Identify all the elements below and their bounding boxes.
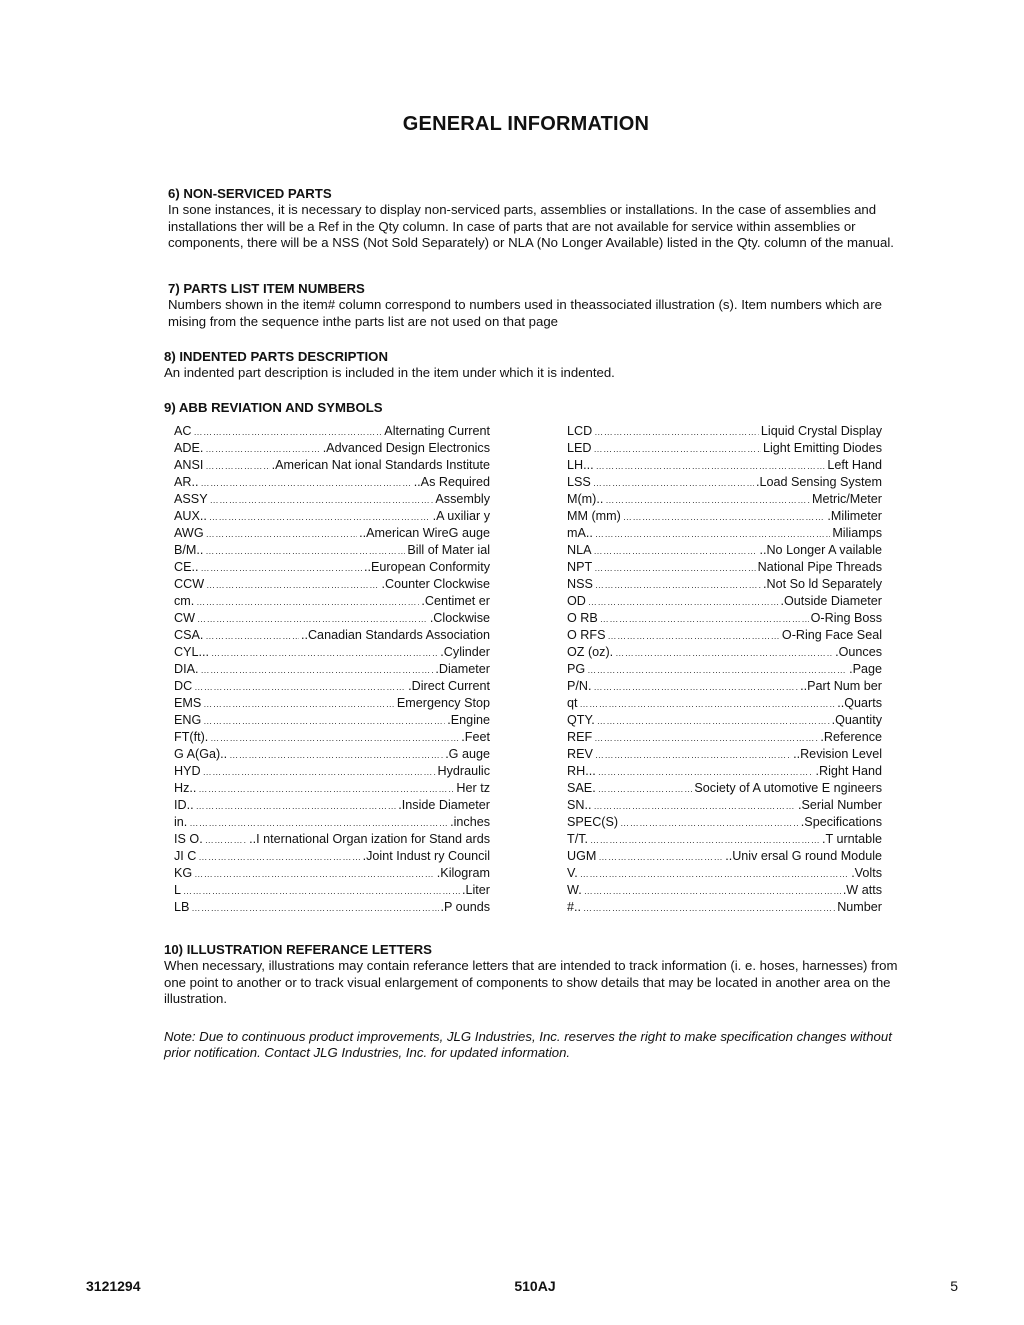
abbreviation-term: REF [567,730,593,744]
dot-leader [594,679,799,696]
abbreviation-term: qt [567,696,578,710]
abbreviation-meaning: Her tz [456,781,490,795]
dot-leader [194,679,406,696]
abbreviation-term: M(m).. [567,492,604,506]
abbreviation-row [174,542,490,559]
abbreviation-meaning: .Not So ld Separately [762,577,882,591]
abbreviation-row [174,644,490,661]
abbreviation-term: NPT [567,560,593,574]
abbreviation-row [567,746,882,763]
abbreviation-meaning: .inches [450,815,490,829]
abbreviation-term: CYL... [174,645,209,659]
abbreviation-term: LB [174,900,190,914]
dot-leader [197,611,428,628]
dot-leader [595,747,791,764]
abbreviation-row [174,491,490,508]
page-title: GENERAL INFORMATION [402,113,650,135]
abbreviation-term: G A(Ga).. [174,747,228,761]
abbreviation-meaning: ..No Longer A vailable [759,543,882,557]
abbreviation-row [174,763,490,780]
dot-leader [597,713,830,730]
dot-leader [594,543,758,560]
dot-leader [593,475,754,492]
abbreviation-term: AC [174,424,192,438]
dot-leader [203,713,445,730]
abbreviation-row [174,797,490,814]
abbreviation-term: L [174,883,182,897]
section-heading: 8) INDENTED PARTS DESCRIPTION [164,349,388,364]
abbreviation-row [174,848,490,865]
abbreviation-meaning: .Liter [462,883,490,897]
dot-leader [588,594,779,611]
abbreviation-term: FT(ft). [174,730,209,744]
abbreviation-meaning: .Volts [851,866,882,880]
abbreviation-term: QTY. [567,713,595,727]
dot-leader [595,526,830,543]
section-heading: 10) ILLUSTRATION REFERANCE LETTERS [164,942,432,957]
abbreviation-term: KG [174,866,193,880]
abbreviation-row [174,746,490,763]
section-heading: 7) PARTS LIST ITEM NUMBERS [168,281,365,296]
abbreviation-term: NLA [567,543,592,557]
abbreviation-row [567,542,882,559]
abbreviation-row [567,474,882,491]
dot-leader [201,475,412,492]
abbreviation-term: LH... [567,458,594,472]
abbreviation-term: AWG [174,526,204,540]
dot-leader [600,611,809,628]
abbreviation-meaning: ..Revision Level [793,747,882,761]
abbreviation-term: IS O. [174,832,203,846]
note-text: Note: Due to continuous product improvements, JLG Industries, Inc. reserves the right to make specification changes without prior notification. Contact JLG Industries, Inc. for updated information. [164,1029,892,1061]
dot-leader [587,662,847,679]
dot-leader [194,424,383,441]
abbreviation-row [174,695,490,712]
abbreviation-term: V. [567,866,578,880]
dot-leader [595,577,761,594]
section-illustration-reference-letters [164,942,899,1007]
dot-leader [211,645,438,662]
abbreviation-row [174,865,490,882]
abbreviation-term: #.. [567,900,582,914]
abbreviation-row [174,899,490,916]
abbreviation-meaning: .Centimet er [421,594,490,608]
abbreviation-term: mA.. [567,526,593,540]
abbreviation-meaning: .Inside Diameter [398,798,490,812]
dot-leader [607,628,779,645]
abbreviation-term: RH... [567,764,596,778]
abbreviation-row [174,593,490,610]
dot-leader [196,798,397,815]
dot-leader [194,866,435,883]
abbreviation-row [567,865,882,882]
abbreviation-meaning: Hydraulic [437,764,490,778]
abbreviation-row [567,678,882,695]
abbreviation-meaning: ..Part Num ber [800,679,882,693]
abbreviation-term: ANSI [174,458,204,472]
abbreviation-meaning: .A uxiliar y [432,509,490,523]
abbreviation-row [567,695,882,712]
dot-leader [203,696,395,713]
abbreviation-row [567,440,882,457]
abbreviation-meaning: Bill of Mater ial [407,543,490,557]
abbreviation-row [567,593,882,610]
abbreviation-term: SAE. [567,781,596,795]
abbreviation-term: T/T. [567,832,588,846]
dot-leader [620,815,799,832]
abbreviation-term: LCD [567,424,593,438]
abbreviation-meaning: .Diameter [435,662,490,676]
abbreviation-meaning: Assembly [435,492,490,506]
abbreviation-row [567,661,882,678]
abbreviation-meaning: .Milimeter [827,509,882,523]
abbreviation-term: cm. [174,594,195,608]
dot-leader [201,560,363,577]
abbreviation-row [174,814,490,831]
abbreviation-meaning: .P ounds [440,900,490,914]
abbreviation-meaning: .Outside Diameter [780,594,882,608]
section-body: An indented part description is included in the item under which it is indented. [164,365,615,381]
abbreviation-meaning: Miliamps [832,526,882,540]
abbreviation-row [567,797,882,814]
abbreviation-row [174,457,490,474]
abbreviation-meaning: .Clockwise [429,611,490,625]
abbreviation-meaning: ..I nternational Organ ization for Stand ards [249,832,490,846]
abbreviation-term: W. [567,883,582,897]
abbreviation-row [567,814,882,831]
abbreviation-term: ENG [174,713,202,727]
abbreviation-meaning: O-Ring Face Seal [781,628,882,642]
abbreviation-meaning: National Pipe Threads [757,560,882,574]
dot-leader [594,560,755,577]
abbreviation-row [174,831,490,848]
abbreviation-row [174,882,490,899]
abbreviation-row [567,831,882,848]
abbreviation-meaning: Alternating Current [384,424,490,438]
abbreviation-row [567,559,882,576]
abbreviation-row [174,712,490,729]
abbreviation-term: in. [174,815,188,829]
abbreviation-meaning: Emergency Stop [396,696,490,710]
abbreviation-term: HYD [174,764,201,778]
abbreviation-meaning: .Engine [447,713,490,727]
abbreviation-meaning: .Cylinder [440,645,490,659]
abbreviation-meaning: .Reference [820,730,882,744]
dot-leader [189,815,448,832]
abbreviation-row [567,848,882,865]
abbreviation-term: OD [567,594,586,608]
abbreviation-meaning: .Kilogram [436,866,490,880]
abbreviation-row [567,712,882,729]
dot-leader [203,764,436,781]
abbreviation-term: LSS [567,475,591,489]
dot-leader [594,798,797,815]
abbreviation-meaning: .American Nat ional Standards Institute [271,458,490,472]
abbreviation-term: UGM [567,849,597,863]
abbreviation-row [567,576,882,593]
section-abbreviations [164,400,904,416]
abbreviation-meaning: .G auge [445,747,490,761]
abbreviation-meaning: .W atts [842,883,882,897]
abbreviation-term: CCW [174,577,205,591]
abbreviation-term: EMS [174,696,202,710]
dot-leader [584,883,841,900]
dot-leader [191,900,438,917]
abbreviation-meaning: .Right Hand [815,764,882,778]
abbreviation-meaning: Society of A utomotive E ngineers [694,781,882,795]
abbreviation-term: ASSY [174,492,208,506]
dot-leader [596,458,826,475]
section-heading: 6) NON-SERVICED PARTS [168,186,332,201]
abbreviation-meaning: .Joint Indust ry Council [362,849,490,863]
abbreviation-term: ID.. [174,798,194,812]
section-body: Numbers shown in the item# column correspond to numbers used in theassociated illustration (s). Item numbers which are mising from the sequence inthe parts list are not used on that page [168,297,882,329]
dot-leader [209,509,431,526]
abbreviation-term: LED [567,441,592,455]
abbreviation-term: MM (mm) [567,509,621,523]
abbreviation-row [567,882,882,899]
abbreviation-term: ADE. [174,441,204,455]
dot-leader [201,662,434,679]
abbreviation-meaning: .Serial Number [798,798,882,812]
abbreviation-term: Hz.. [174,781,197,795]
dot-leader [205,832,247,849]
abbreviation-meaning: ..American WireG auge [359,526,490,540]
dot-leader [598,849,723,866]
abbreviation-row [567,457,882,474]
abbreviation-term: CE.. [174,560,199,574]
abbreviation-meaning: Light Emitting Diodes [762,441,882,455]
abbreviation-row [174,440,490,457]
dot-leader [623,509,826,526]
dot-leader [598,781,693,798]
abbreviation-row [174,780,490,797]
abbreviation-meaning: .Quantity [831,713,882,727]
abbreviation-meaning: ..Quarts [837,696,882,710]
abbreviation-meaning: Left Hand [827,458,882,472]
abbreviation-row [567,525,882,542]
abbreviation-row [567,610,882,627]
abbreviation-term: SN.. [567,798,592,812]
abbreviation-list-left [174,423,490,916]
abbreviation-row [567,491,882,508]
abbreviation-term: CW [174,611,195,625]
dot-leader [206,526,357,543]
abbreviation-row [567,729,882,746]
abbreviation-meaning: .Specifications [800,815,882,829]
abbreviation-row [567,644,882,661]
abbreviation-list-right [567,423,882,916]
section-non-serviced-parts [168,186,908,251]
abbreviation-row [174,559,490,576]
section-body: In sone instances, it is necessary to display non-serviced parts, assemblies or installations. In the case of assemblies and installations ther will be a Ref in the Qty column. In case of parts that are not available for service within assemblies or components, there will be a NSS (Not Sold Separately) or NLA (No Longer Available) listed in the Qty. column of the manual. [168,202,894,250]
abbreviation-term: AR.. [174,475,199,489]
dot-leader [594,424,759,441]
abbreviation-row [567,763,882,780]
abbreviation-meaning: .T urntable [822,832,882,846]
footer-page-number: 5 [950,1278,958,1294]
dot-leader [210,492,434,509]
abbreviation-row [567,627,882,644]
abbreviation-meaning: .Load Sensing System [755,475,882,489]
dot-leader [590,832,820,849]
abbreviation-meaning: ..Canadian Standards Association [300,628,490,642]
abbreviation-term: PG [567,662,586,676]
section-parts-list-item-numbers [168,281,908,330]
abbreviation-row [174,508,490,525]
abbreviation-meaning: Liquid Crystal Display [760,424,882,438]
abbreviation-meaning: ..As Required [413,475,490,489]
abbreviation-row [174,576,490,593]
dot-leader [583,900,835,917]
abbreviation-meaning: O-Ring Boss [810,611,882,625]
abbreviation-row [567,423,882,440]
dot-leader [205,441,320,458]
section-body: When necessary, illustrations may contain referance letters that are intended to track information (i. e. hoses, harnesses) from one point to another or to track visual enlargement of components to show details that may be located in another area on the illustration. [164,958,898,1006]
dot-leader [205,543,405,560]
abbreviation-term: O RB [567,611,598,625]
abbreviation-meaning: ..European Conformity [364,560,490,574]
dot-leader [198,849,360,866]
abbreviation-row [174,678,490,695]
dot-leader [196,594,419,611]
abbreviation-term: SPEC(S) [567,815,619,829]
dot-leader [205,628,299,645]
abbreviation-term: DC [174,679,193,693]
abbreviation-row [174,627,490,644]
abbreviation-term: OZ (oz). [567,645,614,659]
dot-leader [594,441,761,458]
dot-leader [183,883,460,900]
abbreviation-meaning: .Ounces [835,645,882,659]
section-heading: 9) ABB REVIATION AND SYMBOLS [164,400,383,415]
dot-leader [205,458,269,475]
abbreviation-meaning: .Counter Clockwise [381,577,490,591]
abbreviation-meaning: Metric/Meter [812,492,882,506]
abbreviation-row [174,729,490,746]
abbreviation-term: JI C [174,849,197,863]
dot-leader [210,730,459,747]
abbreviation-row [174,610,490,627]
dot-leader [594,730,818,747]
dot-leader [198,781,454,798]
abbreviation-meaning: Number [837,900,882,914]
dot-leader [580,866,849,883]
abbreviation-row [567,899,882,916]
abbreviation-term: B/M.. [174,543,204,557]
dot-leader [580,696,836,713]
abbreviation-meaning: .Feet [461,730,490,744]
abbreviation-row [174,661,490,678]
abbreviation-row [174,423,490,440]
dot-leader [598,764,814,781]
dot-leader [206,577,379,594]
section-indented-parts-description [164,349,904,382]
abbreviation-term: REV [567,747,593,761]
abbreviation-meaning: .Advanced Design Electronics [322,441,490,455]
abbreviation-term: CSA. [174,628,204,642]
abbreviation-term: NSS [567,577,593,591]
abbreviation-meaning: ..Univ ersal G round Module [725,849,882,863]
dot-leader [229,747,443,764]
abbreviation-term: AUX.. [174,509,207,523]
abbreviation-row [567,508,882,525]
abbreviation-term: DIA. [174,662,199,676]
abbreviation-meaning: .Direct Current [408,679,490,693]
abbreviation-term: P/N. [567,679,592,693]
abbreviation-row [174,525,490,542]
dot-leader [605,492,810,509]
abbreviation-meaning: .Page [849,662,882,676]
footer-doc-number: 3121294 [86,1278,141,1294]
dot-leader [615,645,833,662]
abbreviation-row [567,780,882,797]
abbreviation-term: O RFS [567,628,606,642]
abbreviation-row [174,474,490,491]
footer-model: 510AJ [514,1278,556,1294]
